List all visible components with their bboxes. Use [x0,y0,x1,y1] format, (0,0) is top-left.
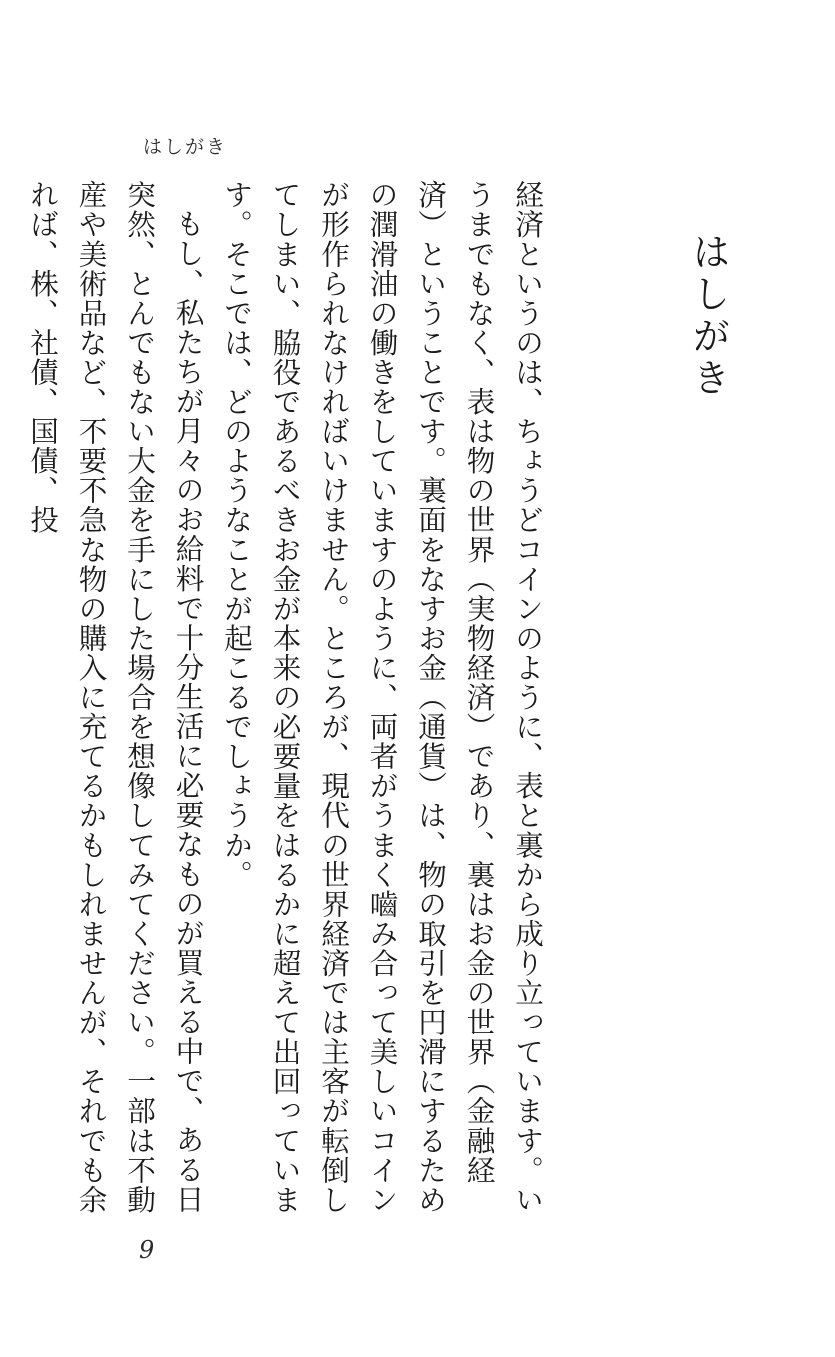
chapter-title: はしがき [686,232,730,400]
paragraph: もし、私たちが月々のお給料で十分生活に必要なものが買える中で、ある日突然、とんでもない大金を手にした場合を想像してみてください。一部は不動産や美術品など、不要不急な物の購入に充てるかもしれませんが、それでも余れば、株、社債、国債、投 [26,180,206,1215]
paragraph: 経済というのは、ちょうどコインのように、表と裏から成り立っています。いうまでもなく、表は物の世界（実物経済）であり、裏はお金の世界（金融経済）ということです。裏面をなすお金（通貨）は、物の取引を円滑にするための潤滑油の働きをしていますのように、両者がうまく嚙み合って美しいコインが形作られなければいけません。ところが、現代の世界経済では主客が転倒してしまい、脇役であるべきお金が本来の必要量をはるかに超えて出回っています。そこでは、どのようなことが起こるでしょうか。 [220,180,545,1215]
body-text [26,180,552,1225]
running-head: はしがき [143,136,228,158]
page-number: 9 [139,1236,155,1264]
